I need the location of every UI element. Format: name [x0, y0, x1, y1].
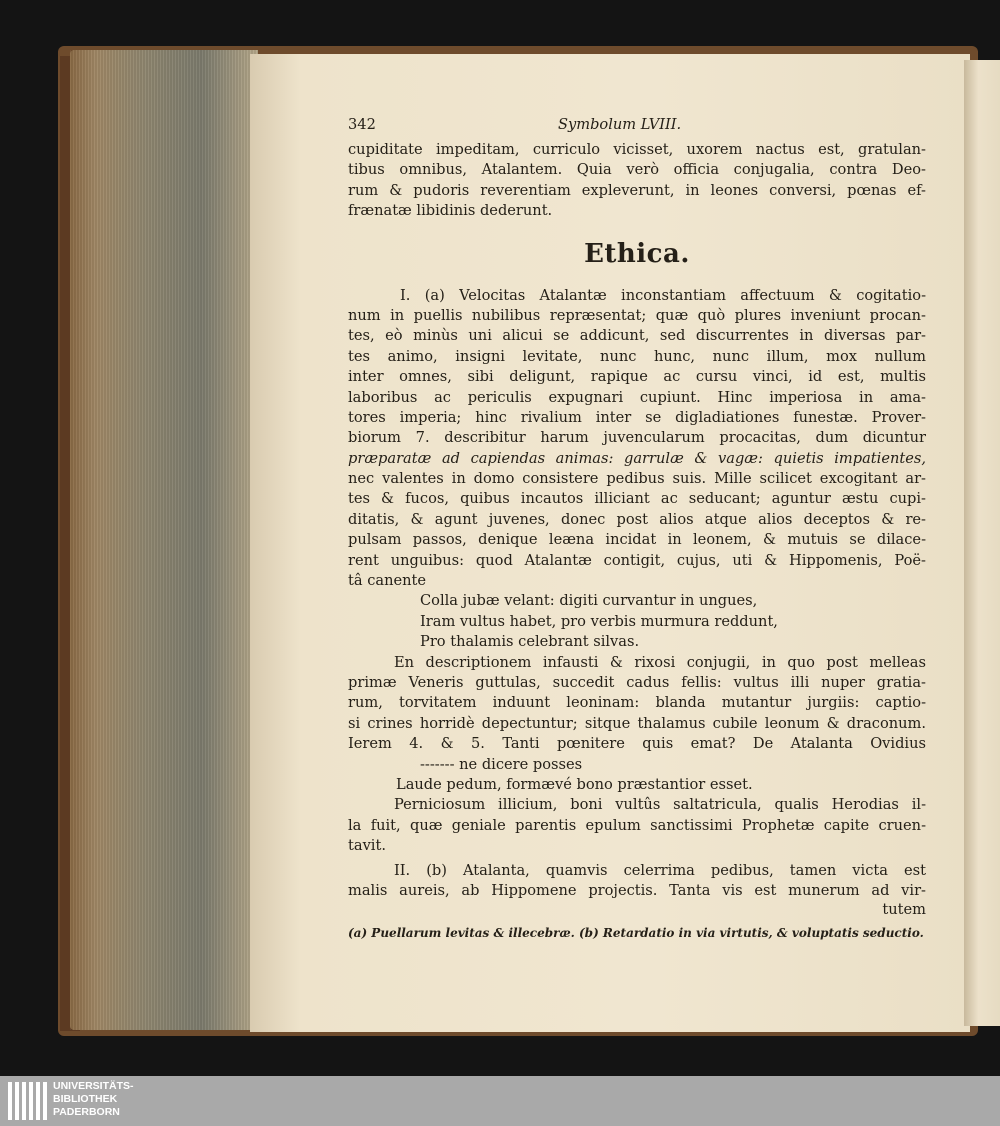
- right-page-sliver: [964, 60, 1000, 1026]
- text-line: ditatis, & agunt juvenes, donec post alios atque alios deceptos & re-: [348, 510, 926, 528]
- text-line: tâ canente: [348, 572, 427, 590]
- text-line: tibus omnibus, Atalantem. Quia verò officia conjugalia, contra Deo-: [348, 161, 926, 179]
- library-name-line: UNIVERSITÄTS-: [53, 1080, 134, 1092]
- text-line: En descriptionem infausti & rixosi conjugii, in quo post melleas: [394, 653, 926, 671]
- text-line: II. (b) Atalanta, quamvis celerrima pedibus, tamen victa est: [394, 861, 926, 879]
- text-line: tes animo, insigni levitate, nunc hunc, nunc illum, mox nullum: [348, 347, 926, 365]
- text-line: laboribus ac periculis expugnari cupiunt. Hinc imperiosa in ama-: [348, 388, 926, 406]
- paragraph-1: [348, 286, 926, 592]
- text-line: præparatæ ad capiendas animas: garrulæ & vagæ: quietis impatientes,: [348, 449, 926, 467]
- footnotes: (a) Puellarum levitas & illecebræ. (b) Retardatio in via virtutis, & voluptatis seductio.: [348, 926, 924, 941]
- text-line: tes & fucos, quibus incautos illiciant ac seducant; aguntur æstu cupi-: [348, 490, 926, 508]
- verse-line: Pro thalamis celebrant silvas.: [420, 633, 640, 651]
- library-name-line: BIBLIOTHEK: [53, 1093, 118, 1105]
- text-line: tes, eò minùs uni alicui se addicunt, sed discurrentes in diversas par-: [348, 327, 926, 345]
- page-text: [348, 114, 926, 943]
- text-line: malis aureis, ab Hippomene projectis. Tanta vis est munerum ad vir-: [348, 881, 926, 899]
- page-number: 342: [348, 116, 376, 133]
- text-line: frænatæ libidinis dederunt.: [348, 202, 553, 220]
- paragraph-4: [348, 861, 926, 902]
- text-line: Perniciosum illicium, boni vultûs saltatricula, qualis Herodias il-: [394, 796, 926, 814]
- library-footer-bar: [0, 1076, 1000, 1126]
- text-line: cupiditate impeditam, curriculo vicisset, uxorem nactus est, gratulan-: [348, 141, 926, 158]
- running-head: Symbolum LVIII.: [558, 116, 682, 133]
- library-name-line: PADERBORN: [53, 1106, 120, 1118]
- text-line: num in puellis nubilibus repræsentat; quæ quò plures inveniunt procan-: [348, 306, 926, 324]
- text-line: I. (a) Velocitas Atalantæ inconstantiam affectuum & cogitatio-: [400, 286, 926, 304]
- text-line: tores imperia; hinc rivalium inter se digladiationes funestæ. Prover-: [348, 408, 926, 426]
- verse-line: Iram vultus habet, pro verbis murmura reddunt,: [420, 612, 778, 630]
- text-line: si crines horridè depectuntur; sitque thalamus cubile leonum & draconum.: [348, 714, 926, 732]
- text-line: tavit.: [348, 837, 386, 855]
- verse-line: ------- ne dicere posses: [420, 755, 583, 773]
- text-line: rent unguibus: quod Atalantæ contigit, cujus, uti & Hippomenis, Poë-: [348, 551, 926, 569]
- paragraph-2: [348, 653, 926, 755]
- library-logo-icon: [8, 1082, 48, 1120]
- catchword: tutem: [882, 901, 926, 919]
- text-line: biorum 7. describitur harum juvencularum procacitas, dum dicuntur: [348, 429, 926, 447]
- text-line: pulsam passos, denique leæna incidat in leonem, & mutuis se dilace-: [348, 531, 926, 549]
- library-name: [53, 1080, 134, 1119]
- text-line: inter omnes, sibi deligunt, rapique ac cursu vinci, id est, multis: [348, 368, 926, 386]
- verse-quote-1: [348, 591, 926, 652]
- section-title: Ethica.: [584, 238, 690, 269]
- verse-line: Laude pedum, formævé bono præstantior esset.: [396, 775, 753, 793]
- text-line: primæ Veneris guttulas, succedit cadus fellis: vultus illi nuper gratia-: [348, 673, 926, 691]
- text-line: rum & pudoris reverentiam expleverunt, in leones conversi, pœnas ef-: [348, 181, 926, 199]
- paragraph-3: [348, 795, 926, 856]
- verse-quote-2: [348, 755, 926, 796]
- page-edges: [70, 50, 258, 1030]
- page-header: [348, 114, 926, 140]
- text-line: rum, torvitatem induunt leoninam: blanda mutantur jurgiis: captio-: [348, 694, 926, 712]
- text-line: Ierem 4. & 5. Tanti pœnitere quis emat? De Atalanta Ovidius: [348, 735, 926, 753]
- top-paragraph: [348, 140, 926, 222]
- text-line: la fuit, quæ geniale parentis epulum sanctissimi Prophetæ capite cruen-: [348, 816, 926, 834]
- text-line: nec valentes in domo consistere pedibus suis. Mille scilicet excogitant ar-: [348, 470, 926, 488]
- verse-line: Colla jubæ velant: digiti curvantur in ungues,: [420, 592, 758, 610]
